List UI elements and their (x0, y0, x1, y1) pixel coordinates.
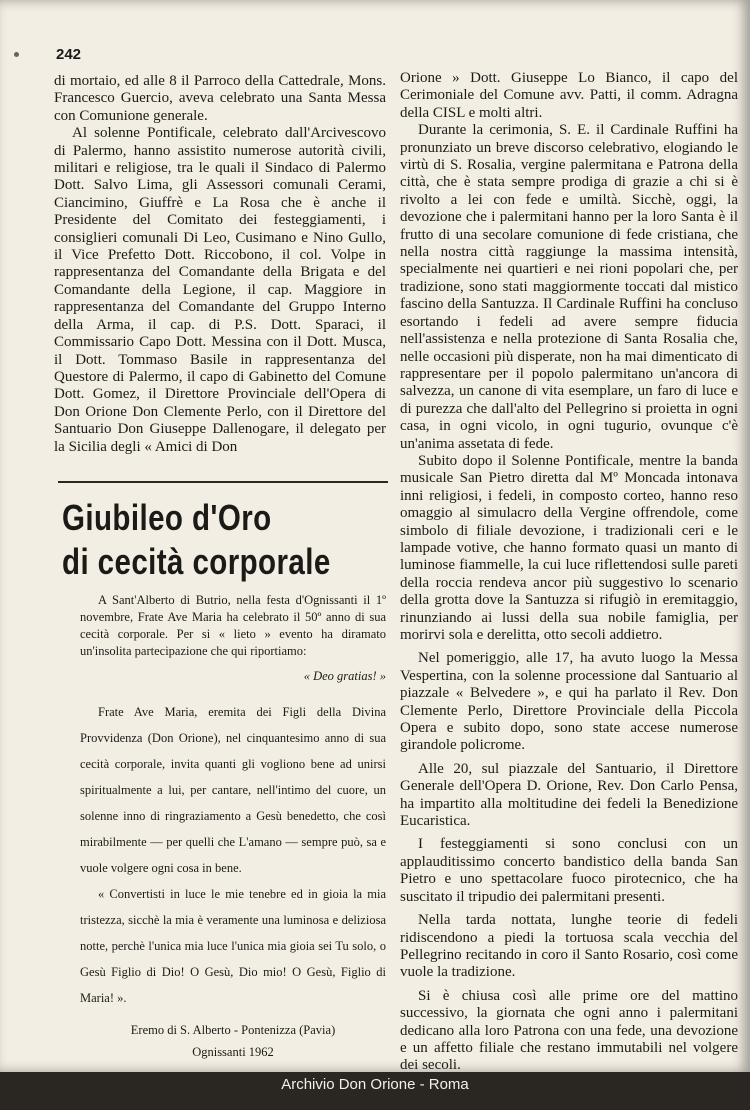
right-paragraph-2: Durante la cerimonia, S. E. il Cardinale Ruffini ha pronunziato un breve discorso celebrativo, elogiando le virtù di S. Rosalia, vergine palermitana e Patrona della città, che è stata sempre prodiga di grazie a chi si è rivolto a lei con fede e umiltà. Sicchè, oggi, la devozione che i palermitani hanno per la loro Santa è il frutto di una secolare comunione di fede cristiana, che nella nostra città raggiunge la massima intensità, specialmente nei quartieri e nei rioni popolari che, per tradizione, sono stati maggiormente toccati dal mistico fascino della Santuzza. Il Cardinale Ruffini ha concluso esortando i fedeli ad avere sempre fiducia nell'assistenza e nella protezione di Santa Rosalia che, nelle occasioni più disperate, non ha mai dimenticato di rappresentare per il popolo palermitano un'ancora di salvezza, un canone di vita esemplare, un faro di luce e di purezza che dall'alto del Pellegrino si proietta in ogni casa, in ogni vicolo, in ogni tugurio, ovunque c'è un'anima assetata di fede. (400, 122, 738, 452)
archive-footer: Archivio Don Orione - Roma (281, 1076, 469, 1093)
left-column (54, 73, 386, 456)
article-motto: « Deo gratias! » (303, 669, 386, 683)
signature-date: Ognissanti 1962 (192, 1045, 274, 1059)
left-paragraph-1: di mortaio, ed alle 8 il Parroco della Cattedrale, Mons. Francesco Guercio, aveva celebrato una Santa Messa con Comunione generale. (54, 73, 386, 124)
right-paragraph-1: Orione » Dott. Giuseppe Lo Bianco, il capo del Cerimoniale del Comune avv. Patti, il comm. Adragna della CISL e molti altri. (400, 70, 738, 121)
right-paragraph-3: Subito dopo il Solenne Pontificale, mentre la banda musicale San Pietro diretta dal Mº Moncada intonava inni religiosi, i fedeli, in composto corteo, hanno reso omaggio al simulacro della Vergine offrendole, come simbolo di filiale devozione, i tradizionali ceri e le lampade votive, che hanno formato quasi un manto di luminose fiammelle, la cui luce riflettendosi sulle pareti della roccia rendeva ancor più suggestivo lo scenario della grotta dove la Santuzza si rifugiò in eremitaggio, rinunziando ai lussi della sua nobile famiglia, per morirvi sola e derelitta, otto secoli addietro. (400, 452, 738, 643)
right-paragraph-7: Nella tarda nottata, lunghe teorie di fedeli ridiscendono a piedi la tortuosa scala vecchia del Pellegrino recitando in coro il Santo Rosario, così come vuole la tradizione. (400, 912, 738, 981)
article-title (62, 496, 333, 584)
right-column (400, 70, 738, 1072)
article-title-line-2: di cecità corporale (62, 541, 331, 582)
page-number: 242 (56, 46, 82, 63)
letter-paragraph-2: « Convertisti in luce le mie tenebre ed in gioia la mia tristezza, sicchè la mia è veramente una luminosa e deliziosa notte, perchè l'unica mia luce l'unica mia gioia sei Tu solo, o Gesù Figlio di Dio! O Gesù, Dio mio! O Gesù, Figlio di Maria! ». (80, 887, 386, 1005)
letter-paragraph-1: Frate Ave Maria, eremita dei Figli della Divina Provvidenza (Don Orione), nel cinquantesimo anno di sua cecità corporale, invita quanti gli vogliono bene ad unirsi spiritualmente a lui, per cantare, nell'intimo del cuore, un solenne inno di ringraziamento a Gesù benedetto, che così mirabilmente — per quelli che L'amano — sempre può, sa e vuole volgere ogni cosa in bene. (80, 705, 386, 875)
left-paragraph-2: Al solenne Pontificale, celebrato dall'Arcivescovo di Palermo, hanno assistito numerose autorità civili, militari e religiose, tra le quali il Sindaco di Palermo Dott. Salvo Lima, gli Assessori comunali Cerami, Ciancimino, Giuffrè e La Rosa che è anche il Presidente del Comitato dei festeggiamenti, i consiglieri comunali Di Leo, Cusimano e Nino Gullo, il Vice Prefetto Dott. Riccobono, il col. Volpe in rappresentanza del Comandante della Brigata e del Comandante della Legione, il cap. Maggiore in rappresentanza del Comandante del Gruppo Interno della Arma, il cap. di P.S. Dott. Sparaci, il Commissario Capo Dott. Messina con il Dott. Musca, il Dott. Tommaso Basile in rappresentanza del Questore di Palermo, il capo di Gabinetto del Comune Dott. Gomez, il Direttore Provinciale dell'Opera di Don Orione Don Clemente Perlo, con il Direttore del Santuario Don Giuseppe Dallenogare, il delegato per la Sicilia degli « Amici di Don (54, 125, 386, 455)
right-paragraph-4: Nel pomeriggio, alle 17, ha avuto luogo la Messa Vespertina, con la solenne processione dal Santuario al piazzale « Belvedere », e qui ha parlato il Rev. Don Clemente Perlo, Direttore Provinciale della Piccola Opera e subito dopo, sono state accese numerose girandole policrome. (400, 650, 738, 754)
article-divider (58, 481, 388, 483)
article-body (80, 592, 386, 1072)
right-paragraph-5: Alle 20, sul piazzale del Santuario, il Direttore Generale dell'Opera D. Orione, Rev. Don Carlo Pensa, ha impartito alla moltitudine dei fedeli la Benedizione Eucaristica. (400, 760, 738, 830)
signature-place: Eremo di S. Alberto - Pontenizza (Pavia) (130, 1023, 336, 1037)
right-paragraph-8: Si è chiusa così alle prime ore del mattino successivo, la giornata che ogni anno i palermitani dedicano alla loro Patrona con una fede, una devozione e un affetto filiale che restano immutabili nel volgere dei secoli. (400, 987, 738, 1072)
right-paragraph-6: I festeggiamenti si sono conclusi con un applauditissimo concerto bandistico della banda San Pietro e uno spettacolare fuoco pirotecnico, che ha suscitato il tripudio dei palermitani presenti. (400, 836, 738, 905)
margin-mark (14, 52, 19, 57)
article-title-line-1: Giubileo d'Oro (62, 497, 272, 538)
article-intro: A Sant'Alberto di Butrio, nella festa d'Ognissanti il 1º novembre, Frate Ave Maria ha celebrato il 50º anno di sua cecità corporale. Per si « lieto » evento ha diramato un'insolita partecipazione che qui riportiamo: (80, 593, 386, 658)
